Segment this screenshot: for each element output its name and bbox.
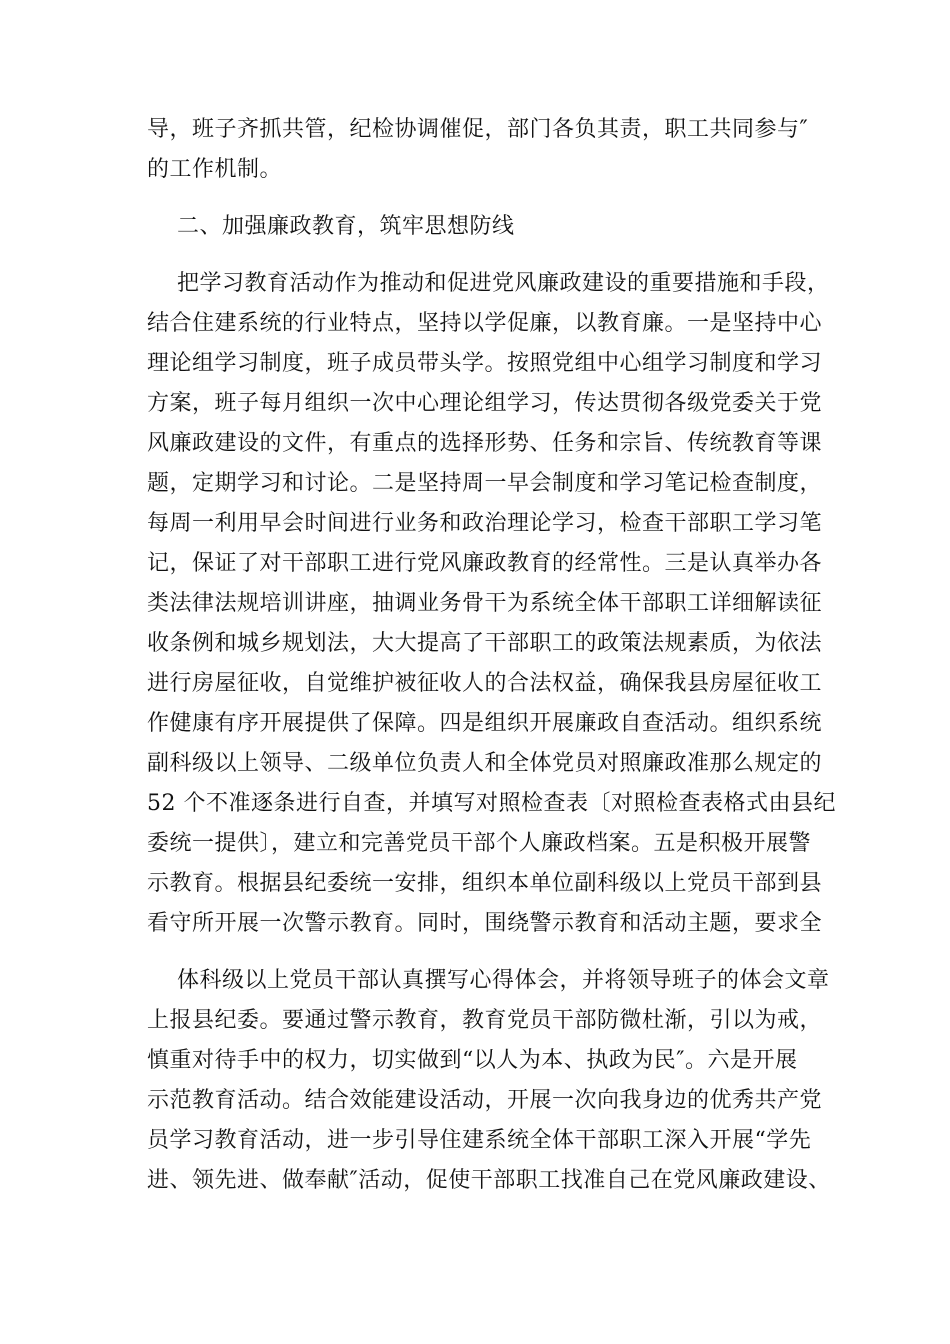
- text-line: 52 个不准逐条进行自查，并填写对照检查表〔对照检查表格式由县纪: [147, 791, 836, 816]
- section-heading: 二、加强廉政教育，筑牢思想防线: [177, 214, 515, 239]
- text-line: 员学习教育活动，进一步引导住建系统全体干部职工深入开展“学先: [147, 1128, 812, 1153]
- text-line: 题，定期学习和讨论。二是坚持周一早会制度和学习笔记检查制度，: [147, 471, 823, 496]
- text-line: 进、领先进、做奉献″活动，促使干部职工找准自己在党风廉政建设、: [147, 1168, 831, 1193]
- text-line: 风廉政建设的文件，有重点的选择形势、任务和宗旨、传统教育等课: [147, 431, 823, 456]
- text-line: 进行房屋征收，自觉维护被征收人的合法权益，确保我县房屋征收工: [147, 671, 823, 696]
- text-line: 看守所开展一次警示教育。同时，围绕警示教育和活动主题，要求全: [147, 911, 823, 936]
- text-line: 理论组学习制度，班子成员带头学。按照党组中心组学习制度和学习: [147, 351, 823, 376]
- text-line: 的工作机制。: [147, 157, 283, 182]
- text-line: 示教育。根据县纪委统一安排，组织本单位副科级以上党员干部到县: [147, 871, 823, 896]
- text-line: 副科级以上领导、二级单位负责人和全体党员对照廉政准那么规定的: [147, 751, 823, 776]
- text-line: 类法律法规培训讲座，抽调业务骨干为系统全体干部职工详细解读征: [147, 591, 823, 616]
- text-line: 方案，班子每月组织一次中心理论组学习，传达贯彻各级党委关于党: [147, 391, 823, 416]
- text-line: 记，保证了对干部职工进行党风廉政教育的经常性。三是认真举办各: [147, 551, 823, 576]
- text-line: 收条例和城乡规划法，大大提高了干部职工的政策法规素质，为依法: [147, 631, 823, 656]
- text-line: 体科级以上党员干部认真撰写心得体会，并将领导班子的体会文章: [177, 968, 830, 993]
- text-line: 把学习教育活动作为推动和促进党风廉政建设的重要措施和手段，: [177, 271, 830, 296]
- text-line: 示范教育活动。结合效能建设活动，开展一次向我身边的优秀共产党: [147, 1088, 823, 1113]
- text-line: 上报县纪委。要通过警示教育，教育党员干部防微杜渐，引以为戒，: [147, 1008, 823, 1033]
- text-line: 结合住建系统的行业特点，坚持以学促廉，以教育廉。一是坚持中心: [147, 311, 823, 336]
- text-line: 慎重对待手中的权力，切实做到“以人为本、执政为民″。六是开展: [147, 1048, 798, 1073]
- text-line: 作健康有序开展提供了保障。四是组织开展廉政自查活动。组织系统: [147, 711, 823, 736]
- text-line: 委统一提供〕，建立和完善党员干部个人廉政档案。五是积极开展警: [147, 831, 812, 856]
- text-line: 导，班子齐抓共管，纪检协调催促，部门各负其责，职工共同参与″: [147, 117, 809, 142]
- text-line: 每周一利用早会时间进行业务和政治理论学习，检查干部职工学习笔: [147, 511, 823, 536]
